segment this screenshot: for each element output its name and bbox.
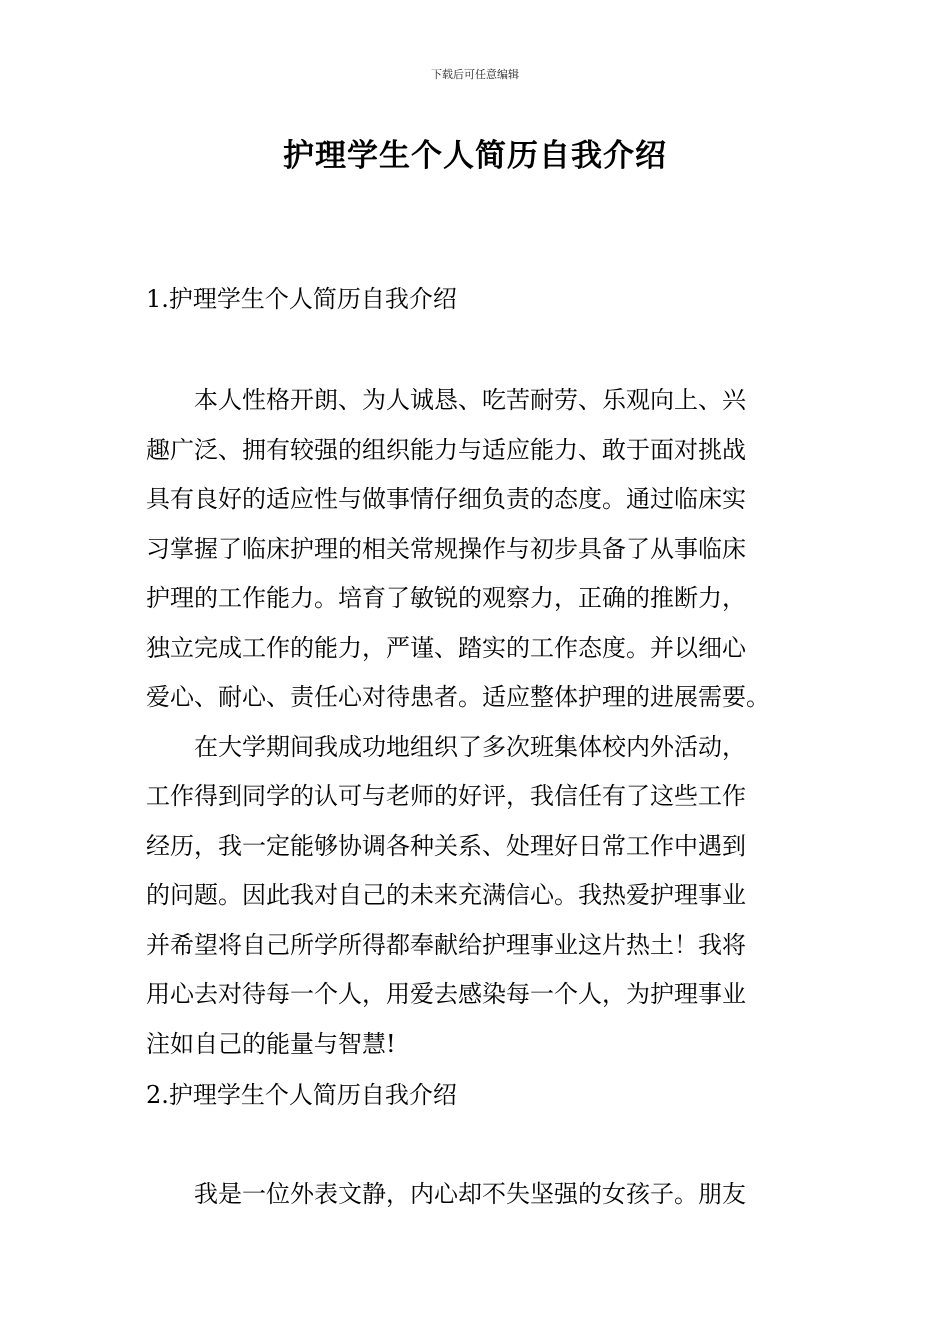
text-line: 习掌握了临床护理的相关常规操作与初步具备了从事临床 bbox=[146, 534, 746, 563]
text-line: 在大学期间我成功地组织了多次班集体校内外活动， bbox=[194, 732, 746, 761]
section-1-paragraph-2 bbox=[146, 723, 808, 773]
section-1-heading: 1.护理学生个人简历自我介绍 bbox=[146, 285, 457, 313]
text-line: 趣广泛、拥有较强的组织能力与适应能力、敢于面对挑战 bbox=[146, 435, 746, 464]
section-2-heading: 2.护理学生个人简历自我介绍 bbox=[146, 1081, 457, 1109]
text-line: 用心去对待每一个人，用爱去感染每一个人，为护理事业 bbox=[146, 980, 746, 1008]
section-2-body bbox=[146, 1170, 808, 1220]
section-1-paragraph-1 bbox=[146, 376, 808, 426]
section-1-body bbox=[146, 376, 808, 1069]
text-line: 经历，我一定能够协调各种关系、处理好日常工作中遇到 bbox=[146, 831, 746, 860]
text-line: 并希望将自己所学所得都奉献给护理事业这片热土！我将 bbox=[146, 930, 746, 959]
section-2-paragraph-1 bbox=[146, 1170, 808, 1220]
text-line: 本人性格开朗、为人诚恳、吃苦耐劳、乐观向上、兴 bbox=[194, 386, 746, 414]
text-line: 具有良好的适应性与做事情仔细负责的态度。通过临床实 bbox=[146, 485, 746, 513]
text-line: 工作得到同学的认可与老师的好评，我信任有了这些工作 bbox=[146, 782, 746, 810]
document-title: 护理学生个人简历自我介绍 bbox=[283, 138, 667, 174]
text-line: 爱心、耐心、责任心对待患者。适应整体护理的进展需要。 bbox=[146, 683, 770, 711]
text-line: 注如自己的能量与智慧! bbox=[146, 1029, 396, 1058]
text-line: 的问题。因此我对自己的未来充满信心。我热爱护理事业 bbox=[146, 881, 746, 909]
section-1-paragraph-2-cont bbox=[146, 772, 808, 1069]
section-1-paragraph-1-cont bbox=[146, 426, 808, 723]
text-line: 我是一位外表文静，内心却不失坚强的女孩子。朋友 bbox=[194, 1180, 746, 1208]
text-line: 护理的工作能力。培育了敏锐的观察力，正确的推断力， bbox=[146, 584, 746, 612]
header-note: 下载后可任意编辑 bbox=[431, 68, 519, 81]
text-line: 独立完成工作的能力，严谨、踏实的工作态度。并以细心 bbox=[146, 633, 746, 662]
